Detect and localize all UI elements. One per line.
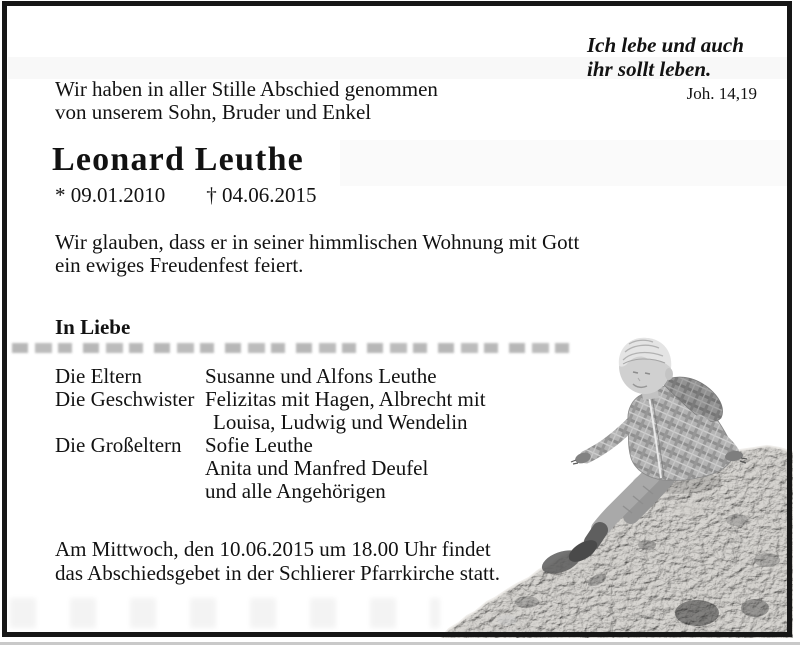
family-name-line: und alle Angehörigen — [205, 479, 386, 503]
boy-on-mound-photo — [437, 330, 793, 638]
family-names — [205, 365, 437, 388]
quote-source: Joh. 14,19 — [686, 84, 757, 103]
rock-crevice — [675, 600, 719, 626]
intro-line-2: von unserem Sohn, Bruder und Enkel — [55, 100, 372, 124]
family-name-line: Louisa, Ludwig und Wendelin — [213, 410, 468, 434]
boy-left-arm — [586, 422, 633, 457]
intro-line-1: Wir haben in aller Stille Abschied genommen — [55, 77, 438, 101]
family-label: Die Geschwister — [55, 387, 195, 411]
rock-crevice — [741, 599, 769, 617]
scan-artifact-band — [10, 598, 440, 628]
family-name-line: Sofie Leuthe — [205, 433, 313, 457]
rock-crevice — [726, 514, 748, 526]
belief-line-1: Wir glauben, dass er in seiner himmlischen Wohnung mit Gott — [55, 230, 580, 254]
rock-shape — [441, 446, 793, 638]
belief-text — [55, 231, 579, 277]
family-list — [55, 365, 486, 503]
family-name-line: Felizitas mit Hagen, Albrecht mit — [205, 387, 486, 411]
family-row-geschwister — [55, 388, 486, 434]
family-names — [205, 434, 428, 503]
life-dates — [55, 184, 317, 207]
rock-light-patch — [671, 503, 703, 517]
service-line-1: Am Mittwoch, den 10.06.2015 um 18.00 Uhr findet — [55, 537, 491, 561]
rock-crevice — [638, 540, 656, 550]
quote-line-2: ihr sollt leben. — [587, 57, 712, 81]
rock-mound — [441, 446, 793, 638]
boy-ear — [665, 368, 673, 380]
boy-boot-cuff — [592, 530, 600, 542]
service-line-2: das Abschiedsgebet in der Schlierer Pfarrkirche statt. — [55, 561, 500, 585]
family-label: Die Eltern — [55, 364, 142, 388]
intro-text — [55, 78, 438, 124]
family-row-grosseltern — [55, 434, 486, 503]
family-row-eltern — [55, 365, 486, 388]
birth-date: * 09.01.2010 — [55, 183, 166, 207]
rock-crevice — [515, 596, 539, 608]
family-name-line: Anita und Manfred Deufel — [205, 456, 429, 480]
service-announcement — [55, 537, 500, 585]
family-name-line: Susanne und Alfons Leuthe — [205, 364, 437, 388]
rock-crevice — [754, 553, 780, 567]
scan-artifact-band — [340, 140, 788, 186]
scripture-quote — [587, 33, 759, 103]
rock-light-patch — [497, 615, 517, 625]
closing-phrase: In Liebe — [55, 315, 131, 339]
quote-line-1: Ich lebe und auch — [587, 33, 744, 57]
belief-line-2: ein ewiges Freudenfest feiert. — [55, 253, 304, 277]
family-label: Die Großeltern — [55, 433, 182, 457]
deceased-name: Leonard Leuthe — [52, 141, 304, 178]
death-date: † 04.06.2015 — [206, 183, 317, 207]
